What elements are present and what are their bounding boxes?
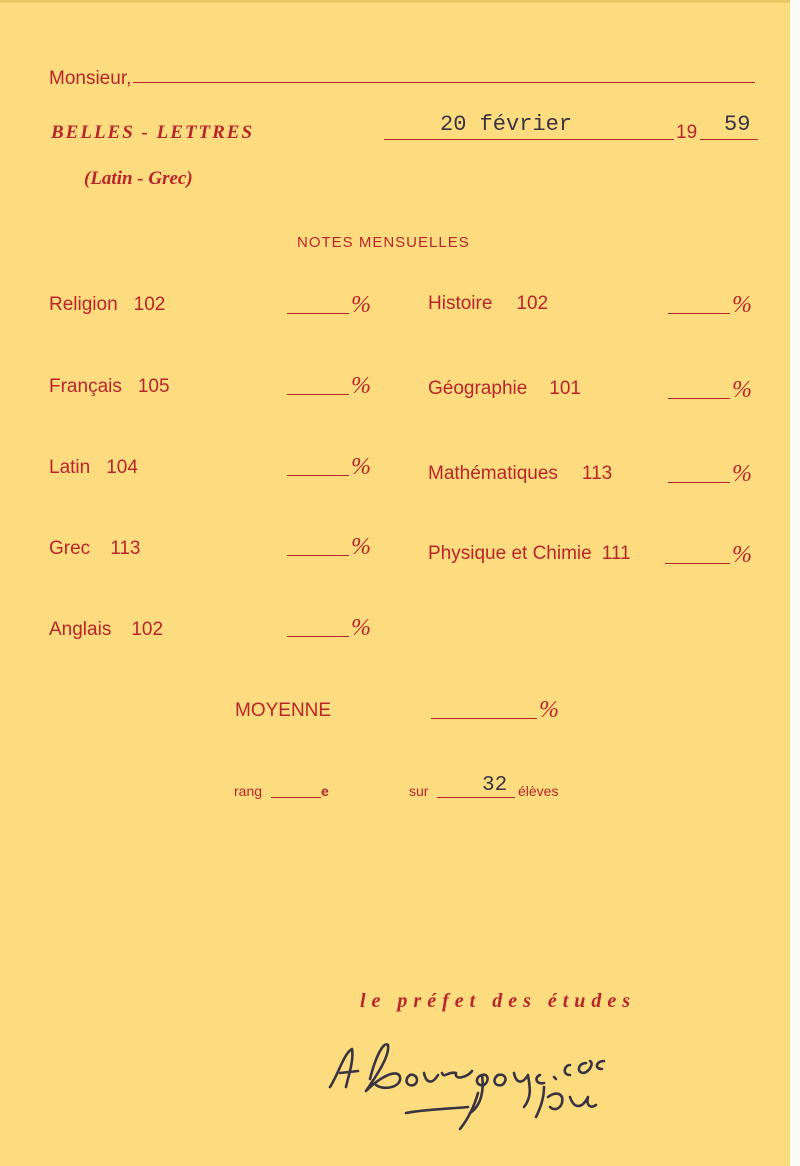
grade-line: [665, 563, 730, 564]
signature-strokes: [330, 1044, 604, 1129]
salutation-line: [133, 82, 755, 83]
subject-code: 101: [549, 378, 581, 399]
subject-anglais: [49, 619, 163, 641]
subject-histoire: [428, 293, 548, 315]
subject-code: 113: [581, 463, 613, 484]
subject-grec: [49, 538, 140, 560]
subject-name: Géographie: [428, 378, 528, 399]
subject-code: 111: [601, 543, 631, 564]
subject-name: Anglais: [49, 619, 112, 640]
subject-physique-chimie: [428, 543, 631, 565]
signature-image: [318, 1035, 668, 1135]
subject-code: 113: [110, 538, 141, 559]
grade-line: [287, 313, 349, 314]
subject-code: 102: [131, 619, 164, 640]
percent-sign: %: [351, 534, 371, 560]
rank-label: rang: [234, 783, 263, 799]
average-line: [431, 718, 537, 719]
subject-name: Histoire: [428, 293, 493, 314]
year-prefix: 19: [676, 122, 698, 143]
grade-line: [668, 398, 730, 399]
average-percent-sign: %: [539, 697, 559, 723]
subject-mathematiques: [428, 463, 612, 485]
percent-sign: %: [732, 292, 752, 318]
grade-line: [287, 636, 349, 637]
percent-sign: %: [732, 377, 752, 403]
rank-suffix: e: [321, 783, 329, 799]
subject-francais: [49, 376, 170, 398]
subject-name: Physique et Chimie: [428, 543, 592, 564]
subject-religion: [49, 294, 165, 316]
subject-geographie: [428, 378, 581, 400]
subject-name: Grec: [49, 538, 91, 559]
subject-name: Religion: [49, 294, 118, 315]
subject-name: Mathématiques: [428, 463, 558, 484]
grade-line: [668, 313, 730, 314]
subject-name: Français: [49, 376, 122, 397]
date-typed: 20 février: [440, 112, 573, 137]
subject-code: 105: [137, 376, 170, 397]
section-title: NOTES MENSUELLES: [297, 234, 470, 251]
total-line: [437, 797, 515, 798]
percent-sign: %: [351, 454, 371, 480]
salutation: Monsieur,: [49, 68, 132, 89]
grade-line: [668, 482, 730, 483]
percent-sign: %: [351, 615, 371, 641]
subject-code: 102: [133, 294, 166, 315]
subject-code: 102: [516, 293, 549, 314]
grade-line: [287, 555, 349, 556]
sur-label: sur: [409, 783, 429, 799]
average-label: MOYENNE: [235, 700, 332, 721]
date-line: [384, 139, 674, 140]
eleves-label: élèves: [518, 783, 559, 799]
subject-code: 104: [106, 457, 138, 478]
subject-name: Latin: [49, 457, 91, 478]
grade-line: [287, 475, 349, 476]
class-subtitle: (Latin - Grec): [84, 168, 193, 189]
percent-sign: %: [732, 461, 752, 487]
year-typed: 59: [724, 112, 751, 137]
percent-sign: %: [732, 542, 752, 568]
rank-line: [271, 797, 321, 798]
total-typed: 32: [482, 774, 508, 797]
grade-line: [287, 394, 349, 395]
percent-sign: %: [351, 373, 371, 399]
year-line: [700, 139, 758, 140]
prefect-title: le préfet des études: [360, 990, 637, 1012]
subject-latin: [49, 457, 138, 479]
class-name: BELLES - LETTRES: [51, 122, 255, 143]
percent-sign: %: [351, 292, 371, 318]
